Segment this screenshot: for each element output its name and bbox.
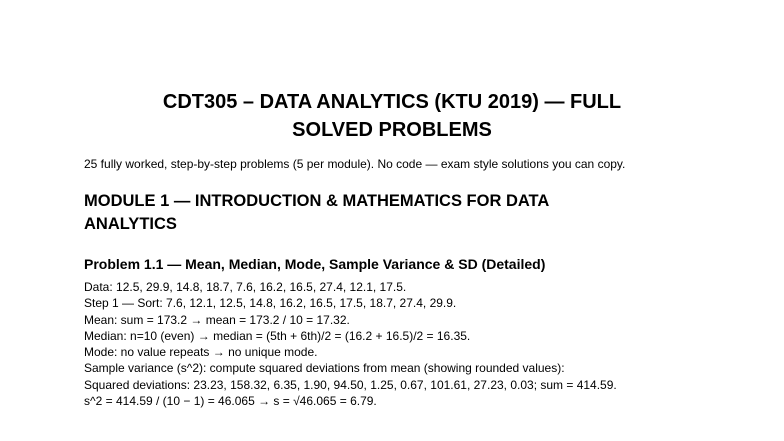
solution-line-mode: Mode: no value repeats → no unique mode. — [84, 345, 318, 360]
solution-line-sd: s^2 = 414.59 / (10 − 1) = 46.065 → s = √46.065 = 6.79. — [84, 394, 377, 409]
intro-paragraph: 25 fully worked, step-by-step problems (5 per module). No code — exam style solutions you can copy. — [84, 157, 626, 171]
document-title-line: CDT305 – DATA ANALYTICS (KTU 2019) — FULL — [162, 91, 622, 113]
document-title — [80, 88, 704, 144]
problem-solution — [84, 279, 617, 409]
solution-line-mean: Mean: sum = 173.2 → mean = 173.2 / 10 = 17.32. — [84, 312, 350, 327]
module-heading — [84, 190, 549, 236]
solution-line-data: Data: 12.5, 29.9, 14.8, 18.7, 7.6, 16.2, 16.5, 27.4, 12.1, 17.5. — [84, 280, 407, 294]
solution-line-variance-intro: Sample variance (s^2): compute squared deviations from mean (showing rounded values): — [84, 361, 565, 376]
solution-line-median: Median: n=10 (even) → median = (5th + 6th)/2 = (16.2 + 16.5)/2 = 16.35. — [84, 328, 471, 343]
solution-line-sort: Step 1 — Sort: 7.6, 12.1, 12.5, 14.8, 16.2, 16.5, 17.5, 18.7, 27.4, 29.9. — [84, 296, 457, 311]
document-title-line: SOLVED PROBLEMS — [292, 119, 492, 141]
solution-line-squared-deviations: Squared deviations: 23.23, 158.32, 6.35, 1.90, 94.50, 1.25, 0.67, 101.61, 27.23, 0.03; sum = 414.59. — [84, 377, 617, 392]
module-heading-line: MODULE 1 — INTRODUCTION & MATHEMATICS FOR DATA — [84, 192, 550, 210]
module-heading-line: ANALYTICS — [84, 215, 177, 233]
problem-heading: Problem 1.1 — Mean, Median, Mode, Sample Variance & SD (Detailed) — [84, 256, 546, 272]
